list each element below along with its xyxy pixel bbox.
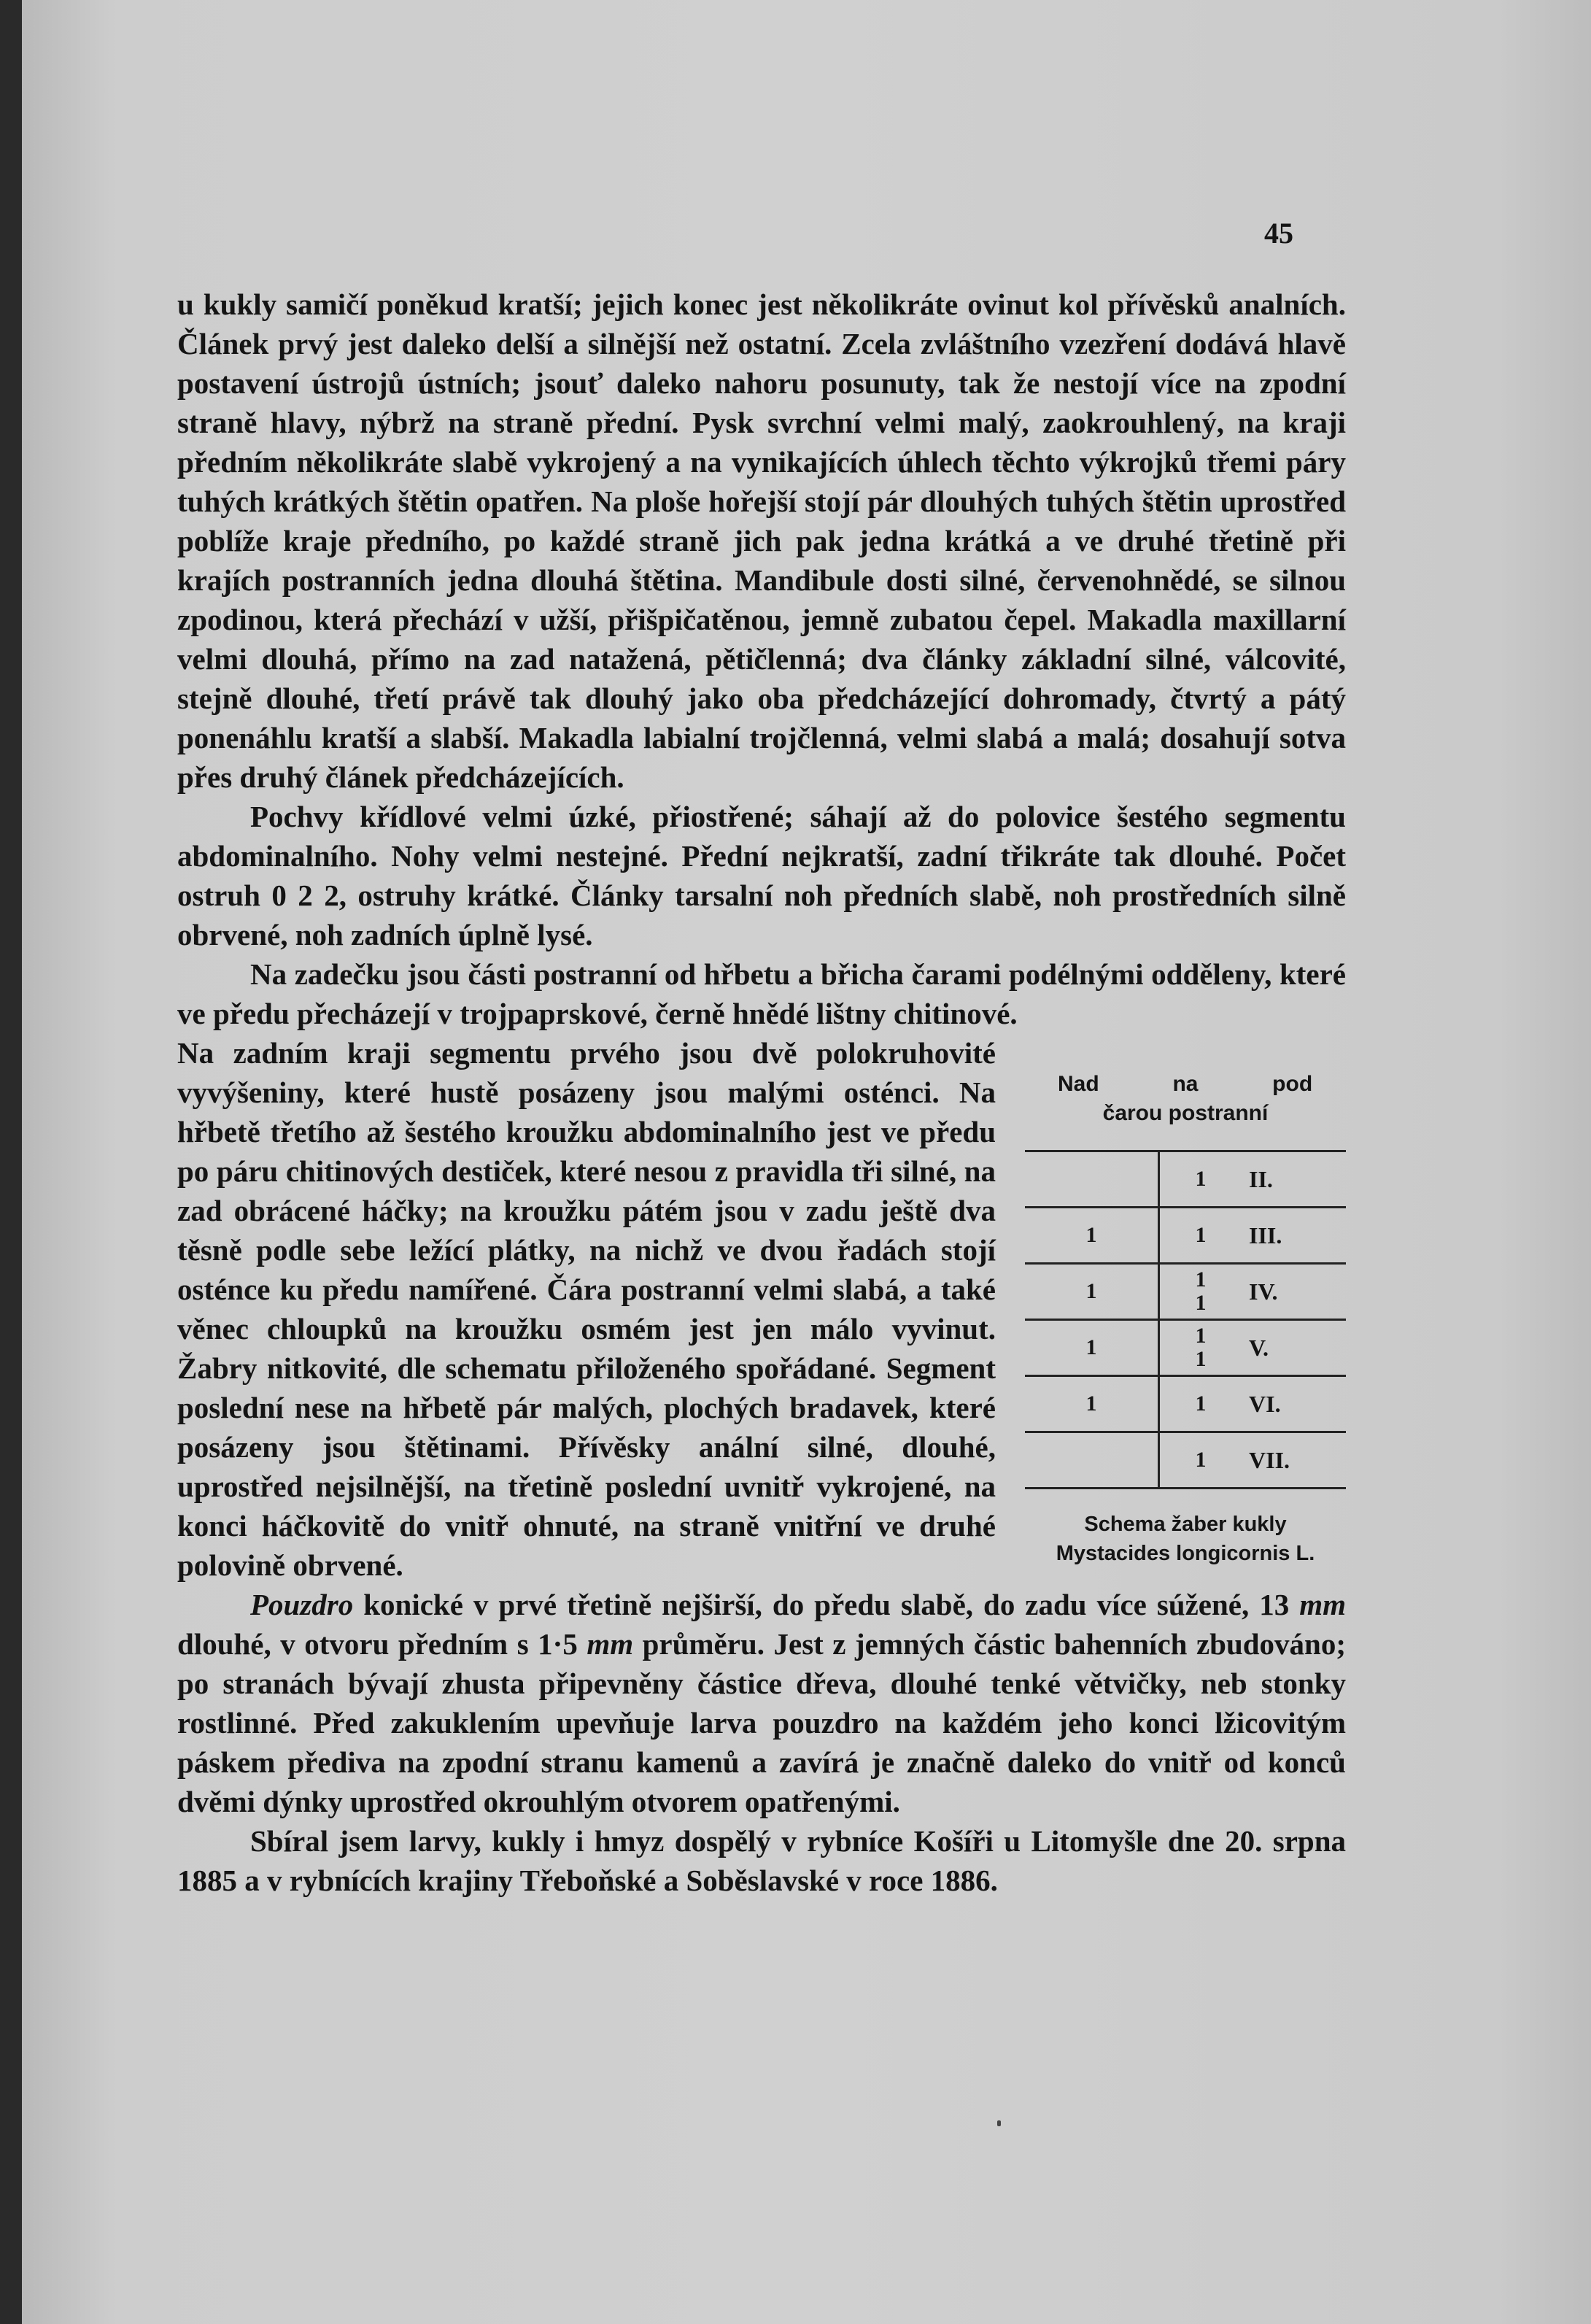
schema-cell-below: 1 bbox=[1159, 1376, 1242, 1432]
schema-cell-below: 1 bbox=[1159, 1432, 1242, 1489]
gill-schema-figure bbox=[1025, 1070, 1346, 1568]
schema-cell-below: 1 1 bbox=[1159, 1320, 1242, 1376]
paragraph-pouzdro bbox=[177, 1585, 1346, 1821]
schema-row bbox=[1025, 1151, 1346, 1208]
paragraph-2: Pochvy křídlové velmi úzké, přiostřené; sáhají až do polovice šestého segmentu abdominalního. Nohy velmi nestejné. Přední nejkratší, zadní třikráte tak dlouhé. Počet ostruh 0 2 2, ostruhy krátké. Články tarsalní noh předních slabě, noh prostředních silně obrvené, noh zadních úplně lysé. bbox=[177, 800, 1346, 951]
schema-table bbox=[1025, 1150, 1346, 1489]
schema-row bbox=[1025, 1264, 1346, 1320]
schema-cell-above: 1 bbox=[1025, 1208, 1159, 1264]
schema-header bbox=[1025, 1070, 1346, 1099]
document-page bbox=[22, 0, 1591, 2324]
paragraph-final: Sbíral jsem larvy, kukly i hmyz dospělý v rybníce Košíři u Litomyšle dne 20. srpna 1885 a v rybnících krajiny Třeboňské a Soběslavské v roce 1886. bbox=[177, 1824, 1346, 1897]
schema-cell-above bbox=[1025, 1432, 1159, 1489]
schema-row bbox=[1025, 1432, 1346, 1489]
pouzdro-text-a: konické v prvé třetině nejširší, do předu slabě, do zadu více súžené, 13 bbox=[353, 1588, 1300, 1621]
page-number: 45 bbox=[1264, 217, 1293, 250]
schema-cell-segment: II. bbox=[1242, 1151, 1346, 1208]
schema-cell-segment: IV. bbox=[1242, 1264, 1346, 1320]
pouzdro-unit-1: mm bbox=[1299, 1588, 1346, 1621]
pouzdro-unit-2: mm bbox=[587, 1627, 634, 1661]
schema-row bbox=[1025, 1320, 1346, 1376]
schema-header-on: na bbox=[1172, 1072, 1199, 1096]
schema-wrap-region bbox=[177, 1033, 1346, 1585]
schema-cell-below: 1 bbox=[1159, 1151, 1242, 1208]
schema-cell-below: 1 1 bbox=[1159, 1264, 1242, 1320]
schema-cell-segment: VII. bbox=[1242, 1432, 1346, 1489]
schema-cell-above: 1 bbox=[1025, 1376, 1159, 1432]
pouzdro-text-b: dlouhé, v otvoru předním s 1·5 bbox=[177, 1627, 587, 1661]
schema-row bbox=[1025, 1376, 1346, 1432]
body-text bbox=[177, 285, 1346, 1900]
schema-cell-above: 1 bbox=[1025, 1264, 1159, 1320]
page-speck bbox=[997, 2120, 1001, 2126]
schema-cell-segment: VI. bbox=[1242, 1376, 1346, 1432]
schema-cell-above: 1 bbox=[1025, 1320, 1159, 1376]
paragraph-3: Na zadečku jsou části postranní od hřbetu a břicha čarami podélnými odděleny, které ve předu přecházejí v trojpaprskové, černě hnědé lištny chitinové. bbox=[177, 957, 1346, 1030]
schema-cell-segment: V. bbox=[1242, 1320, 1346, 1376]
schema-header-below: pod bbox=[1272, 1072, 1313, 1096]
paragraph-4: Na zadním kraji segmentu prvého jsou dvě polokruhovité vyvýšeniny, které hustě posázeny jsou malými osténci. Na hřbetě třetího až šestého kroužku abdominalního jest ve předu po páru chitinových destiček, které nesou z pravidla tři silné, na zad obrácené háčky; na kroužku pátém jsou v zadu ještě dva těsně podle sebe ležící plátky, na nichž ve dvou řadách stojí osténce ku předu namířené. Čára postranní velmi slabá, a také věnec chloupků na kroužku osmém jest jen málo vyvinut. Žabry nitkovité, dle schematu přiloženého spořádané. Segment poslední nese na hřbetě pár malých, plochých bradavek, které posázeny jsou štětinami. Přívěsky anální silné, dlouhé, uprostřed nejsilnější, na třetině poslední uvnitř vykrojené, na konci háčkovitě do vnitř ohnuté, na straně vnitřní ve druhé polovině obrvené. bbox=[177, 1036, 996, 1582]
schema-caption: Schema žaber kukly Mystacides longicornis L. bbox=[1056, 1513, 1315, 1565]
schema-cell-segment: III. bbox=[1242, 1208, 1346, 1264]
schema-cell-below: 1 bbox=[1159, 1208, 1242, 1264]
schema-header-sub: čarou postranní bbox=[1102, 1101, 1269, 1125]
paragraph-1: u kukly samičí poněkud kratší; jejich konec jest několikráte ovinut kol přívěsků analních. Článek prvý jest daleko delší a silnější než ostatní. Zcela zvláštního vzezření dodává hlavě postavení ústrojů ústních; jsouť daleko nahoru posunuty, tak že nestojí více na zpodní straně hlavy, nýbrž na straně přední. Pysk svrchní velmi malý, zaokrouhlený, na kraji předním několikráte slabě vykrojený a na vynikajících úhlech těchto výkrojků třemi páry tuhých krátkých štětin opatřen. Na ploše hořejší stojí pár dlouhých tuhých štětin uprostřed poblíže kraje předního, po každé straně jich pak jedna krátká a ve druhé třetině při krajích postranních jedna dlouhá štětina. Mandibule dosti silné, červenohnědé, se silnou zpodinou, která přechází v užší, přišpičatěnou, jemně zubatou čepel. Makadla maxillarní velmi dlouhá, přímo na zad natažená, pětičlenná; dva články základní silné, válcovité, stejně dlouhé, třetí právě tak dlouhý jako oba předcházející dohromady, čtvrtý a pátý ponenáhlu kratší a slabší. Makadla labialní trojčlenná, velmi slabá a malá; dosahují sotva přes druhý článek předcházejících. bbox=[177, 287, 1346, 794]
schema-header-above: Nad bbox=[1057, 1072, 1099, 1096]
schema-row bbox=[1025, 1208, 1346, 1264]
pouzdro-lead: Pouzdro bbox=[250, 1588, 354, 1621]
pouzdro-text-c: průměru. Jest z jemných částic bahenních zbudováno; po stranách bývají zhusta připevněny částice dřeva, dlouhé tenké větvičky, neb stonky rostlinné. Před zakuklením upevňuje larva pouzdro na každém jeho konci lžicovitým páskem přediva na zpodní stranu kamenů a zavírá je značně daleko do vnitř od konců dvěmi dýnky uprostřed okrouhlým otvorem opatřenými. bbox=[177, 1627, 1347, 1818]
schema-cell-above bbox=[1025, 1151, 1159, 1208]
